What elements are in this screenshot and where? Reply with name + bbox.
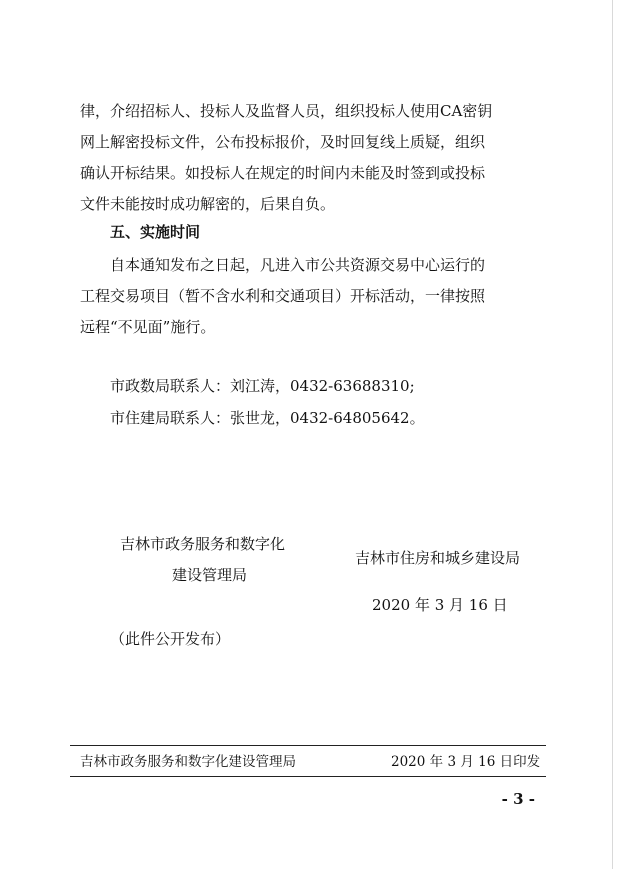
signature-org-1-line-1: 吉林市政务服务和数字化	[120, 535, 286, 553]
page-number: - 3 -	[501, 790, 535, 808]
contact-line-2: 市住建局联系人：张世龙，0432-64805642。	[110, 409, 425, 427]
signature-org-2: 吉林市住房和城乡建设局	[355, 549, 521, 567]
public-release-note: （此件公开发布）	[110, 630, 231, 648]
footer-top-rule	[70, 745, 546, 746]
text-line: 确认开标结果。如投标人在规定的时间内未能及时签到或投标	[80, 164, 486, 182]
signature-org-1-line-2: 建设管理局	[172, 566, 248, 584]
footer-print-date: 2020 年 3 月 16 日印发	[391, 754, 541, 770]
body-paragraph-1	[80, 96, 540, 220]
text-line: 网上解密投标文件，公布投标报价，及时回复线上质疑，组织	[80, 133, 486, 151]
contact-line-1: 市政数局联系人：刘江涛，0432-63688310;	[110, 377, 415, 395]
footer-bottom-rule	[70, 776, 546, 777]
body-paragraph-2	[80, 250, 540, 343]
text-line: 远程“不见面”施行。	[80, 318, 216, 336]
text-line: 工程交易项目（暂不含水利和交通项目）开标活动，一律按照	[80, 287, 486, 305]
text-line: 自本通知发布之日起，凡进入市公共资源交易中心运行的	[110, 256, 486, 274]
page-edge-line	[612, 0, 613, 869]
section-heading: 五、实施时间	[110, 223, 201, 241]
footer-issuer: 吉林市政务服务和数字化建设管理局	[80, 754, 296, 770]
signature-date: 2020 年 3 月 16 日	[372, 596, 508, 614]
text-line: 文件未能按时成功解密的，后果自负。	[80, 195, 336, 213]
text-line: 律，介绍招标人、投标人及监督人员，组织投标人使用CA密钥	[80, 102, 493, 120]
